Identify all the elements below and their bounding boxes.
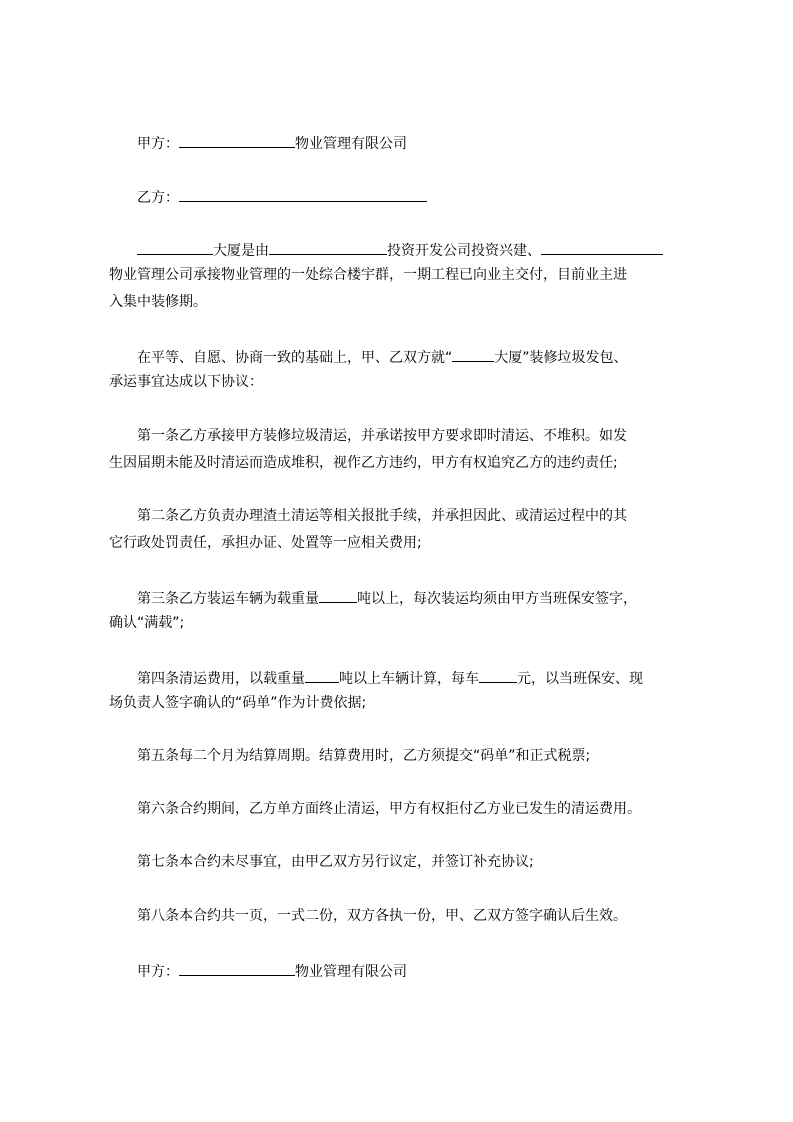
intro-p1-line2: 物业管理公司承接物业管理的一处综合楼宇群，一期工程已向业主交付，目前业主进 — [109, 267, 627, 283]
party-a-label: 甲方： — [137, 136, 179, 152]
article-4-seg2: 吨以上车辆计算，每车 — [339, 671, 479, 687]
property-company-blank — [541, 239, 663, 255]
party-a-line — [137, 132, 407, 153]
article-4-seg3: 元，以当班保安、现 — [517, 671, 643, 687]
article-6: 第六条合约期间，乙方单方面终止清运，甲方有权拒付乙方业已发生的清运费用。 — [137, 801, 641, 817]
intro-p2-line1 — [137, 346, 628, 367]
article-4-line2: 场负责人签字确认的“码单”作为计费依据; — [109, 695, 367, 711]
article-4-seg1: 第四条清运费用，以载重量 — [137, 671, 305, 687]
party-b-label: 乙方： — [137, 190, 179, 206]
party-b-blank — [179, 186, 427, 202]
party-b-line — [137, 186, 427, 207]
article-8: 第八条本合约共一页，一式二份，双方各执一份，甲、乙双方签字确认后生效。 — [137, 908, 627, 924]
intro-p1-line3: 入集中装修期。 — [109, 294, 207, 310]
article-3-line1 — [137, 587, 637, 608]
article-4-line1 — [137, 667, 643, 688]
building-blank — [452, 346, 494, 362]
article-2-line2: 它行政处罚责任，承担办证、处置等一应相关费用; — [109, 535, 422, 551]
article-2-line1: 第二条乙方负责办理渣土清运等相关报批手续，并承担因此、或清运过程中的其 — [137, 508, 627, 524]
party-a-blank — [179, 132, 295, 148]
footer-party-a-blank — [179, 960, 295, 976]
article-3-seg2: 吨以上，每次装运均须由甲方当班保安签字， — [357, 591, 637, 607]
building-name-blank — [137, 239, 213, 255]
developer-blank — [269, 239, 387, 255]
article-1-line1: 第一条乙方承接甲方装修垃圾清运，并承诺按甲方要求即时清运、不堆积。如发 — [137, 428, 627, 444]
article-3-line2: 确认“满载”; — [109, 615, 185, 631]
vehicle-weight-blank — [305, 667, 339, 683]
footer-party-a-label: 甲方： — [137, 964, 179, 980]
intro-p1-line1 — [137, 239, 663, 260]
intro-p2-seg2: 大厦”装修垃圾发包、 — [494, 350, 628, 366]
intro-p2-line2: 承运事宜达成以下协议： — [109, 374, 263, 390]
article-7: 第七条本合约未尽事宜，由甲乙双方另行议定，并签订补充协议; — [137, 854, 534, 870]
article-3-seg1: 第三条乙方装运车辆为载重量 — [137, 591, 319, 607]
article-1-line2: 生因届期未能及时清运而造成堆积，视作乙方违约，甲方有权追究乙方的违约责任; — [109, 455, 618, 471]
intro-p1-seg2: 投资开发公司投资兴建、 — [387, 243, 541, 259]
load-weight-blank — [319, 587, 357, 603]
intro-p1-seg1: 大厦是由 — [213, 243, 269, 259]
party-a-suffix: 物业管理有限公司 — [295, 136, 407, 152]
article-5: 第五条每二个月为结算周期。结算费用时，乙方须提交“码单”和正式税票; — [137, 748, 591, 764]
footer-party-a-line — [137, 960, 407, 981]
fee-per-truck-blank — [479, 667, 517, 683]
footer-party-a-suffix: 物业管理有限公司 — [295, 964, 407, 980]
intro-p2-seg1: 在平等、自愿、协商一致的基础上，甲、乙双方就“ — [137, 350, 453, 366]
